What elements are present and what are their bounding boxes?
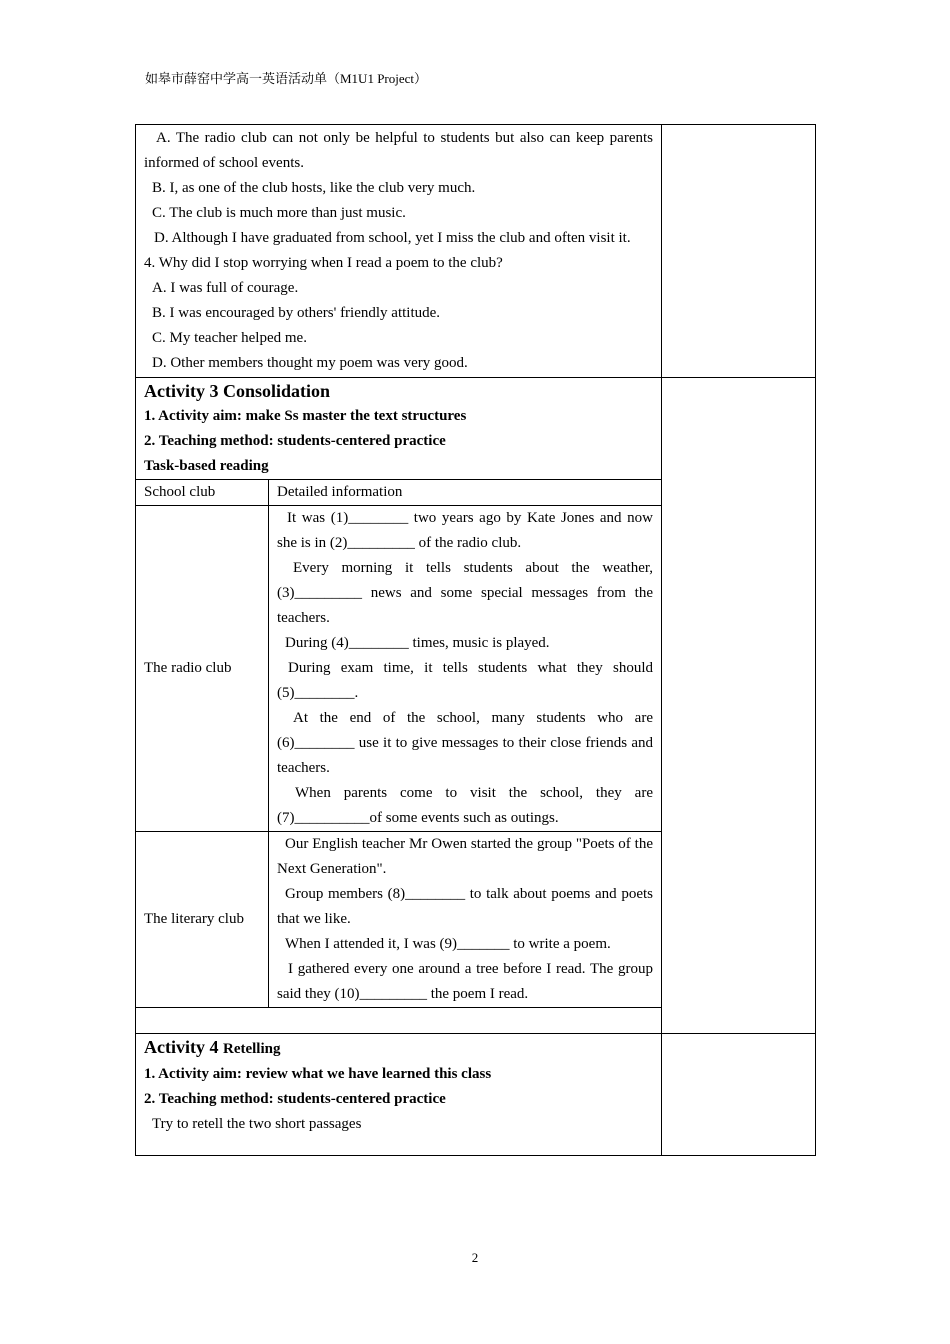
task-table-header [136,480,661,506]
option-3c: C. The club is much more than just music. [152,205,406,221]
notes-cell-2 [662,378,816,1034]
activity4-title-main: Activity 4 [144,1037,219,1057]
questions-row [136,125,816,378]
radio-line-2: Every morning it tells students about the weather, (3)_________ news and some special messages from the teachers. [277,560,653,626]
activity4-cell [136,1034,662,1156]
radio-line-3: During (4)________ times, music is played. [285,635,550,651]
literary-line-4: I gathered every one around a tree before I read. The group said they (10)_________ the poem I read. [277,961,653,1002]
radio-club-details [269,506,662,832]
activity4-row [136,1034,816,1156]
radio-line-5: At the end of the school, many students who are (6)________ use it to give messages to their close friends and teachers. [277,710,653,776]
radio-club-label: The radio club [136,506,269,832]
activity3-method: 2. Teaching method: students-centered practice [144,433,446,449]
header-school-club: School club [136,480,269,506]
option-3d: D. Although I have graduated from school, yet I miss the club and often visit it. [154,230,631,246]
option-4b: B. I was encouraged by others' friendly attitude. [152,305,441,321]
radio-club-row [136,506,661,832]
activity3-task: Task-based reading [144,458,269,474]
page-header: 如皋市薛窑中学高一英语活动单（M1U1 Project） [145,71,428,86]
radio-line-4: During exam time, it tells students what they should (5)________. [277,660,653,701]
option-4a: A. I was full of courage. [152,280,299,296]
literary-club-label: The literary club [136,832,269,1008]
activity4-method: 2. Teaching method: students-centered practice [144,1091,446,1107]
option-4d: D. Other members thought my poem was very good. [152,355,468,371]
activity3-row [136,378,816,1034]
literary-line-2: Group members (8)________ to talk about poems and poets that we like. [277,886,653,927]
activity3-aim: 1. Activity aim: make Ss master the text structures [144,408,467,424]
radio-line-6: When parents come to visit the school, they are (7)__________of some events such as outings. [277,785,653,826]
radio-line-1: It was (1)________ two years ago by Kate Jones and now she is in (2)_________ of the radio club. [277,510,653,551]
worksheet-table [135,124,816,1156]
literary-club-row [136,832,661,1008]
option-3a: A. The radio club can not only be helpful to students but also can keep parents informed of school events. [144,130,653,171]
activity4-aim: 1. Activity aim: review what we have learned this class [144,1066,492,1082]
notes-cell-1 [662,125,816,378]
literary-line-3: When I attended it, I was (9)_______ to write a poem. [285,936,611,952]
literary-club-details [269,832,662,1008]
option-4c: C. My teacher helped me. [152,330,307,346]
notes-cell-3 [662,1034,816,1156]
page-number: 2 [471,1250,479,1265]
header-detailed-information: Detailed information [269,480,662,506]
activity3-title: Activity 3 Consolidation [144,381,331,401]
question-4: 4. Why did I stop worrying when I read a poem to the club? [144,255,503,271]
option-3b: B. I, as one of the club hosts, like the club very much. [152,180,476,196]
activity4-title-sub: Retelling [222,1041,281,1057]
questions-cell [136,125,662,378]
activity4-task: Try to retell the two short passages [152,1116,362,1132]
activity4-title [144,1035,653,1062]
task-reading-table [136,479,661,1008]
literary-line-1: Our English teacher Mr Owen started the group "Poets of the Next Generation". [277,836,653,877]
activity3-cell [136,378,662,1034]
